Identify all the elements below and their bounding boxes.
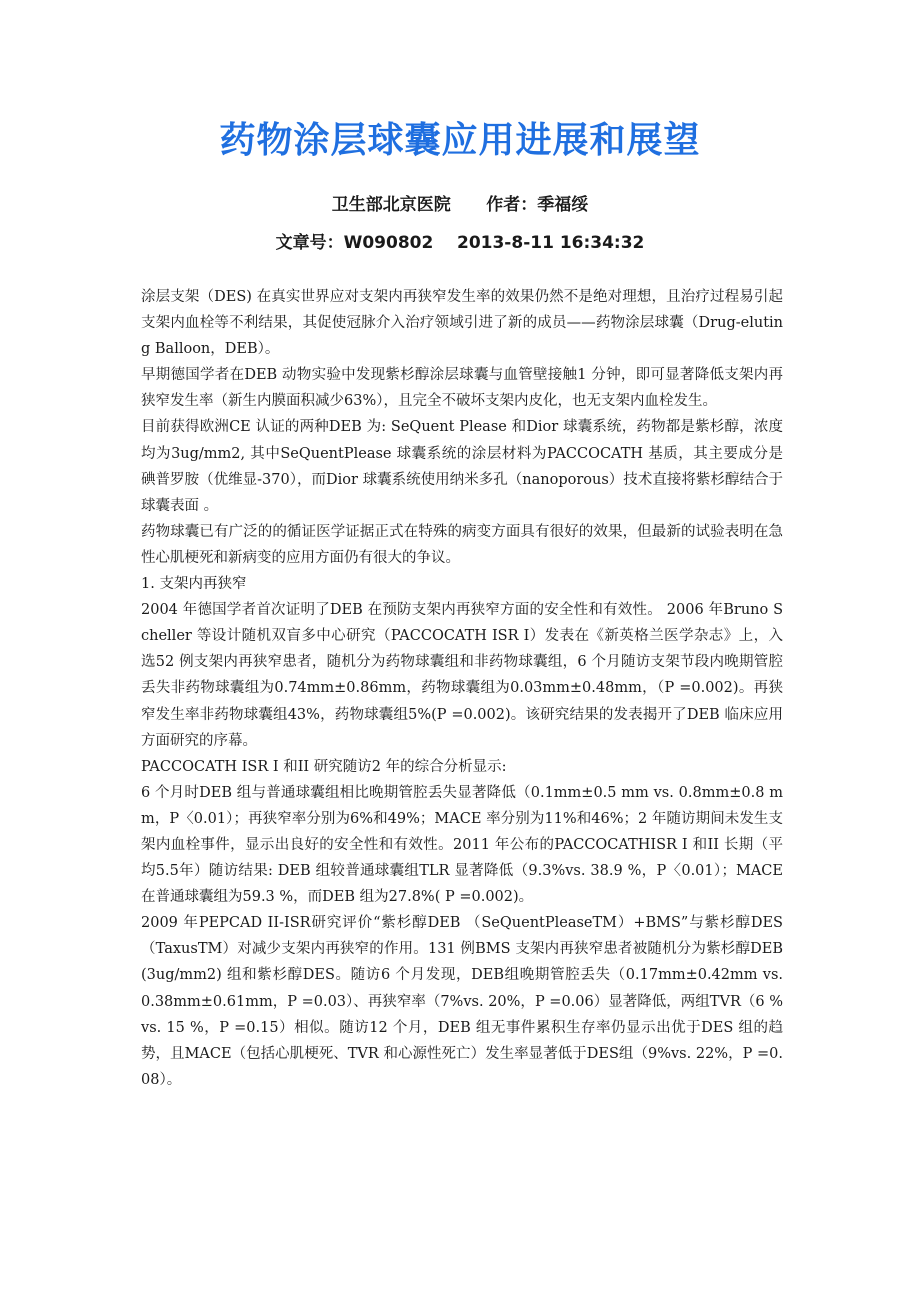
paragraph: 早期德国学者在DEB 动物实验中发现紫杉醇涂层球囊与血管壁接触1 分钟，即可显著降低支架内再狭窄发生率（新生内膜面积减少63%），且完全不破坏支架内皮化，也无支架内血栓发生。 — [141, 367, 783, 410]
paragraph: 药物球囊已有广泛的的循证医学证据正式在特殊的病变方面具有很好的效果，但最新的试验表明在急性心肌梗死和新病变的应用方面仍有很大的争议。 — [141, 523, 783, 566]
author-line: 卫生部北京医院 作者：季福绥 — [331, 195, 589, 215]
paragraph: 2009 年PEPCAD II-ISR研究评价“紫杉醇DEB （SeQuentPleaseTM）+BMS”与紫杉醇DES（TaxusTM）对减少支架内再狭窄的作用。131 例BMS 支架内再狭窄患者被随机分为紫杉醇DEB (3ug/mm2) 组和紫杉醇DES。随访6 个月发现，DEB组晚期管腔丢失（0.17mm±0.42mm vs. 0.38mm±0.61mm，P =0.03）、再狭窄率（7%vs. 20%，P =0.06）显著降低，两组TVR（6 %vs. 15 %，P =0.15）相似。随访12 个月，DEB 组无事件累积生存率仍显示出优于DES 组的趋势，且MACE（包括心肌梗死、TVR 和心源性死亡）发生率显著低于DES组（9%vs. 22%，P =0.08）。 — [141, 915, 783, 1088]
section-heading: 1. 支架内再狭窄 — [141, 576, 247, 593]
paragraph: 2004 年德国学者首次证明了DEB 在预防支架内再狭窄方面的安全性和有效性。 2006 年Bruno Scheller 等设计随机双盲多中心研究（PACCOCATH ISR I）发表在《新英格兰医学杂志》上，入选52 例支架内再狭窄患者，随机分为药物球囊组和非药物球囊组，6 个月随访支架节段内晚期管腔丢失非药物球囊组为0.74mm±0.86mm，药物球囊组为0.03mm±0.48mm，（P =0.002)。再狭窄发生率非药物球囊组43%，药物球囊组5%(P =0.002)。该研究结果的发表揭开了DEB 临床应用方面研究的序幕。 — [141, 602, 783, 749]
article-body — [141, 284, 783, 1093]
document-title: 药物涂层球囊应用进展和展望 — [219, 120, 701, 161]
article-info-line: 文章号：W090802 2013-8-11 16:34:32 — [275, 233, 645, 253]
paragraph: PACCOCATH ISR I 和II 研究随访2 年的综合分析显示: — [141, 758, 507, 775]
paragraph: 涂层支架（DES) 在真实世界应对支架内再狭窄发生率的效果仍然不是绝对理想，且治疗过程易引起支架内血栓等不利结果，其促使冠脉介入治疗领域引进了新的成员——药物涂层球囊（Drug-eluting Balloon，DEB）。 — [141, 289, 783, 358]
paragraph: 目前获得欧洲CE 认证的两种DEB 为: SeQuent Please 和Dior 球囊系统，药物都是紫杉醇，浓度均为3ug/mm2, 其中SeQuentPlease 球囊系统的涂层材料为PACCOCATH 基质，其主要成分是碘普罗胺（优维显-370），而Dior 球囊系统使用纳米多孔（nanoporous）技术直接将紫杉醇结合于球囊表面 。 — [141, 419, 783, 514]
paragraph: 6 个月时DEB 组与普通球囊组相比晚期管腔丢失显著降低（0.1mm±0.5 mm vs. 0.8mm±0.8 mm，P〈0.01）；再狭窄率分别为6%和49%；MACE 率分别为11%和46%；2 年随访期间未发生支架内血栓事件，显示出良好的安全性和有效性。2011 年公布的PACCOCATHISR I 和II 长期（平均5.5年）随访结果: DEB 组较普通球囊组TLR 显著降低（9.3%vs. 38.9 %，P〈0.01）；MACE 在普通球囊组为59.3 %，而DEB 组为27.8%( P =0.002)。 — [141, 784, 783, 906]
